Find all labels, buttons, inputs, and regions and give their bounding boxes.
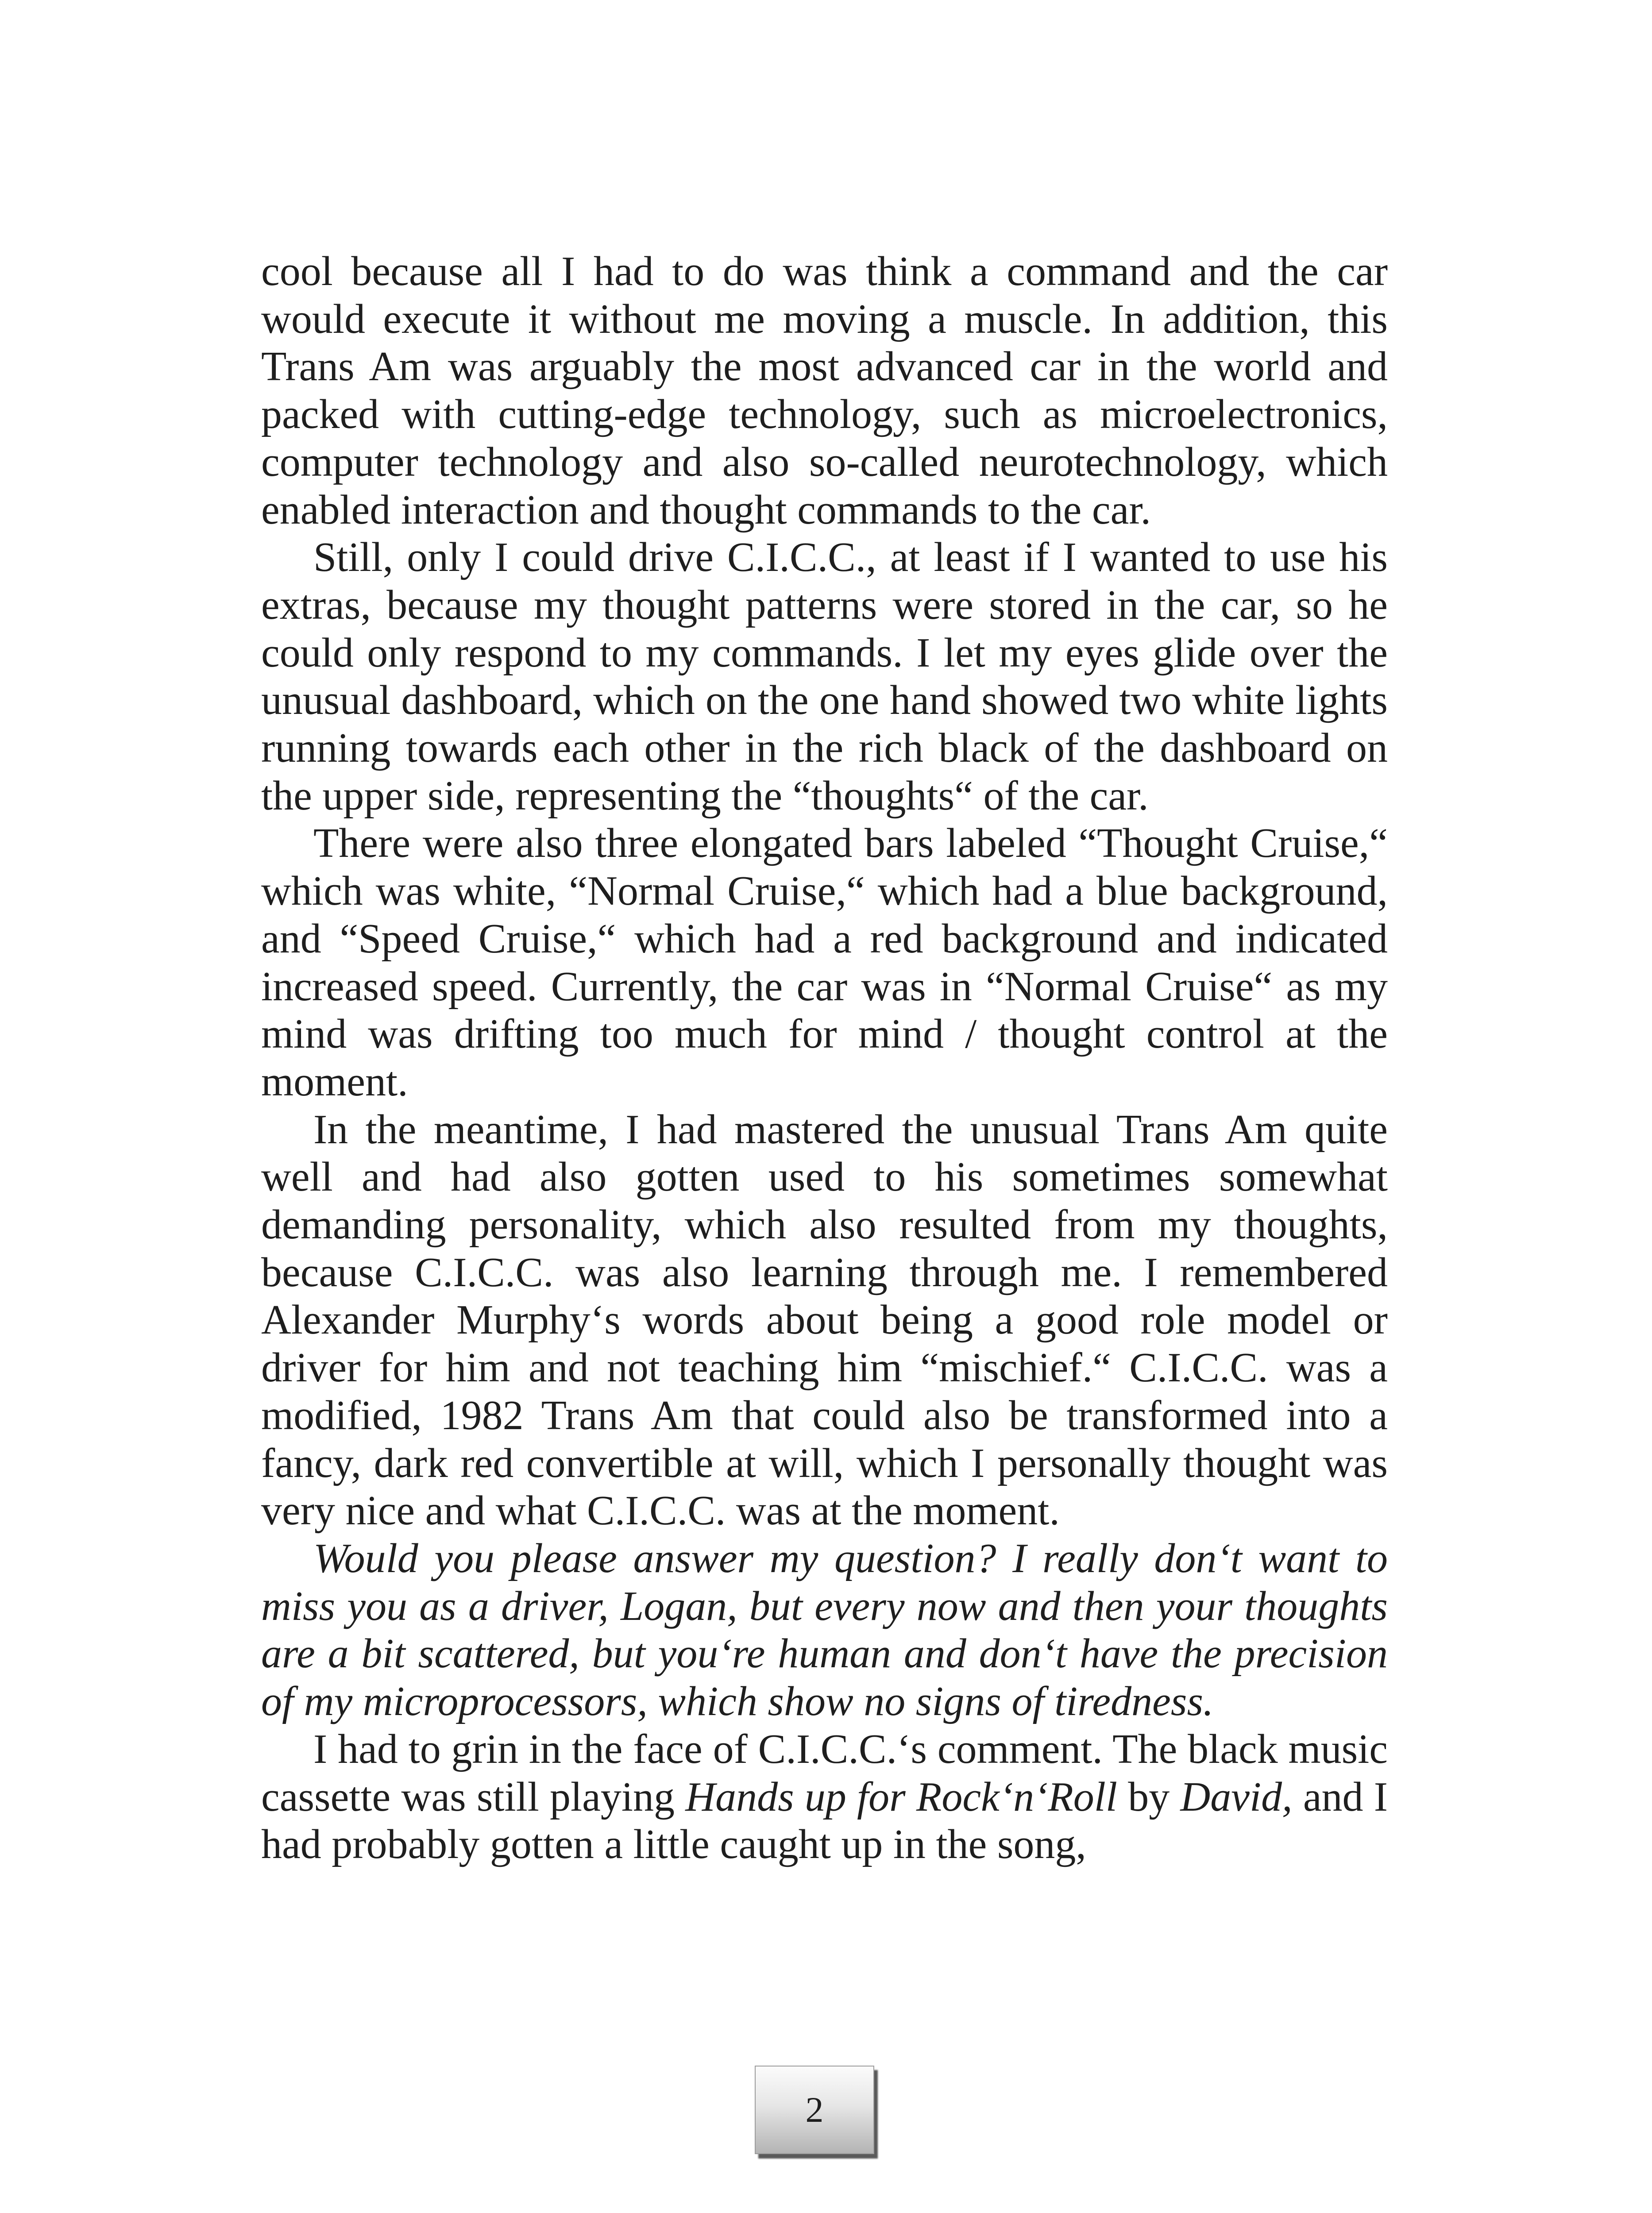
paragraph-5-italic-thought: Would you please answer my question? I really don‘t want to miss you as a driver, Logan, but every now and then your thoughts are a bit scattered, but you‘re human and don‘t have the precision of my microprocessors, which show no signs of tiredness. xyxy=(261,1535,1388,1725)
page-number-box xyxy=(755,2066,874,2154)
page-body xyxy=(261,248,1388,1869)
paragraph-3: There were also three elongated bars labeled “Thought Cruise,“ which was white, “Normal Cruise,“ which had a blue background, and “Speed Cruise,“ which had a red background and indicated increased speed. Currently, the car was in “Normal Cruise“ as my mind was drifting too much for mind / thought control at the moment. xyxy=(261,820,1388,1105)
song-title: Hands up for Rock‘n‘Roll xyxy=(685,1773,1118,1820)
paragraph-6 xyxy=(261,1726,1388,1869)
paragraph-4: In the meantime, I had mastered the unusual Trans Am quite well and had also gotten used to his sometimes somewhat demanding personality, which also resulted from my thoughts, because C.I.C.C. was also learning through me. I remembered Alexander Murphy‘s words about being a good role model or driver for him and not teaching him “mischief.“ C.I.C.C. was a modified, 1982 Trans Am that could also be transformed into a fancy, dark red convertible at will, which I personally thought was very nice and what C.I.C.C. was at the moment. xyxy=(261,1106,1388,1534)
paragraph-2: Still, only I could drive C.I.C.C., at least if I wanted to use his extras, because my thought patterns were stored in the car, so he could only respond to my commands. I let my eyes glide over the unusual dashboard, which on the one hand showed two white lights running towards each other in the rich black of the dashboard on the upper side, representing the “thoughts“ of the car. xyxy=(261,534,1388,819)
page-number: 2 xyxy=(805,2090,824,2130)
paragraph-6-text-b: by xyxy=(1117,1773,1181,1820)
paragraph-6-text-a: I had to grin in the face of C.I.C.C.‘s comment. The black music cassette was still playing xyxy=(261,1726,1388,1820)
paragraph-6-text-c: and I had probably gotten a little caught up in the song, xyxy=(261,1773,1388,1868)
artist-name: David, xyxy=(1180,1773,1293,1820)
paragraph-1: cool because all I had to do was think a command and the car would execute it without me moving a muscle. In addition, this Trans Am was arguably the most advanced car in the world and packed with cutting-edge technology, such as microelectronics, computer technology and also so-called neurotechnology, which enabled interaction and thought commands to the car. xyxy=(261,248,1388,533)
